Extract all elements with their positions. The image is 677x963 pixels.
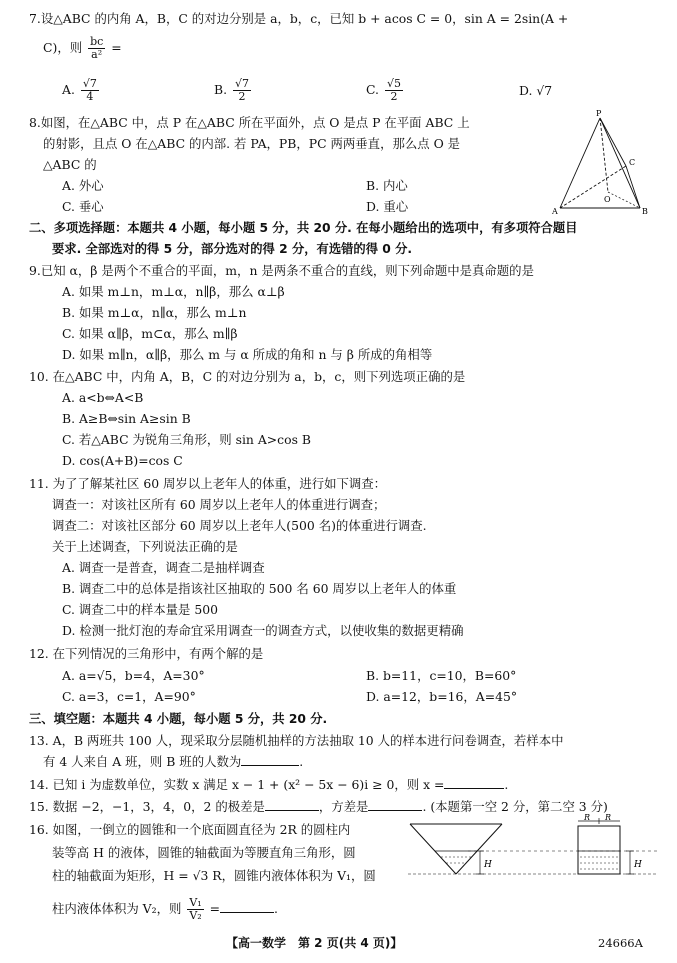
option-label: D. (519, 83, 533, 98)
option-fraction (385, 78, 403, 103)
q12-option-b: B. b=11，c=10，B=60° (366, 668, 517, 683)
q13-line2-text: 有 4 人来自 A 班，则 B 班的人数为 (43, 754, 242, 769)
q16-line3: 柱的轴截面为矩形，H = √3 R，圆锥内液体体积为 V₁，圆 (52, 868, 376, 883)
option-fraction (233, 78, 251, 103)
q15-line (29, 798, 608, 816)
label-o: O (604, 195, 611, 204)
section-2-heading-line1: 二、多项选择题：本题共 4 小题，每小题 5 分，共 20 分. 在每小题给出的选项中，有多项符合题目 (29, 221, 578, 235)
q13-line1: 13. A，B 两班共 100 人，现采取分层随机抽样的方法抽取 10 人的样本进行问卷调查，若样本中 (29, 733, 564, 748)
q7-line1: 7.设△ABC 的内角 A，B，C 的对边分别是 a，b，c，已知 b + acos C = 0，sin A = 2sin(A + (29, 11, 569, 26)
q15-answer-blank-1[interactable] (265, 798, 319, 811)
option-label: C. (366, 82, 379, 97)
section-3-heading: 三、填空题：本题共 4 小题，每小题 5 分，共 20 分. (29, 712, 328, 726)
q16-equals: = (209, 901, 221, 916)
q16-frac-den: V₂ (189, 909, 202, 922)
q7-option-c (366, 78, 405, 103)
q7-equals: = (111, 40, 122, 55)
q14-answer-blank[interactable] (444, 776, 504, 789)
option-value: √7 (536, 83, 553, 98)
q16-frac-num: V₁ (189, 896, 202, 909)
q10-option-c: C. 若△ABC 为锐角三角形，则 sin A>cos B (62, 432, 311, 447)
page-footer-title: 【高一数学 第 2 页(共 4 页)】 (226, 936, 403, 950)
q16-line4-text: 柱内液体体积为 V₂，则 (52, 901, 182, 916)
option-label: A. (62, 82, 75, 97)
q9-stem: 9.已知 α，β 是两个不重合的平面，m，n 是两条不重合的直线，则下列命题中是真命题的是 (29, 263, 534, 278)
q16-period: . (274, 901, 278, 916)
q9-option-c: C. 如果 α∥β，m⊂α，那么 m∥β (62, 326, 238, 341)
label-b: B (642, 207, 648, 216)
q16-cone-cylinder-figure (408, 813, 663, 884)
q13-answer-blank[interactable] (241, 753, 299, 766)
q11-survey-2: 调查二：对该社区部分 60 周岁以上老年人(500 名)的体重进行调查. (52, 518, 427, 533)
cylinder-label-r1: R (584, 813, 591, 822)
q7-option-b (214, 78, 253, 103)
frac-den: 2 (390, 90, 398, 103)
q12-option-d: D. a=12，b=16，A=45° (366, 689, 518, 704)
q7-option-a (62, 78, 101, 103)
q8-line1: 8.如图，在△ABC 中，点 P 在△ABC 所在平面外，点 O 是点 P 在平面 ABC 上 (29, 115, 470, 130)
q8-line3: △ABC 的 (43, 157, 97, 172)
q7-fraction (88, 36, 105, 61)
q15-text: 15. 数据 −2，−1，3，4，0，2 的极差是 (29, 799, 265, 814)
q16-fraction (187, 897, 203, 922)
q9-option-a: A. 如果 m⊥n，m⊥α，n∥β，那么 α⊥β (62, 284, 285, 299)
q13-period: . (299, 754, 304, 769)
q8-option-a: A. 外心 (62, 178, 104, 193)
q12-option-c: C. a=3，c=1，A=90° (62, 689, 196, 704)
q11-option-c: C. 调查二中的样本量是 500 (62, 602, 219, 617)
q15-answer-blank-2[interactable] (368, 798, 422, 811)
q8-option-c: C. 垂心 (62, 199, 104, 214)
q11-survey-1: 调查一：对该社区所有 60 周岁以上老年人的体重进行调查； (52, 497, 386, 512)
label-c: C (629, 158, 636, 167)
cone-label-h: H (484, 860, 492, 870)
q11-stem: 11. 为了了解某社区 60 周岁以上老年人的体重，进行如下调查： (29, 476, 387, 491)
q16-line4 (52, 897, 278, 922)
q12-option-a: A. a=√5，b=4，A=30° (62, 668, 205, 683)
q12-stem: 12. 在下列情况的三角形中，有两个解的是 (29, 646, 264, 661)
q7-line2 (43, 36, 122, 61)
q10-option-d: D. cos(A+B)=cos C (62, 453, 183, 468)
frac-num: √7 (235, 77, 250, 90)
q11-prompt: 关于上述调查，下列说法正确的是 (52, 539, 238, 554)
frac-den: 4 (86, 90, 94, 103)
q8-option-b: B. 内心 (366, 178, 408, 193)
q14-line (29, 776, 508, 794)
q10-option-b: B. A≥B⇔sin A≥sin B (62, 411, 191, 426)
option-label: B. (214, 82, 228, 97)
q16-answer-blank[interactable] (220, 900, 274, 913)
q8-line2: 的射影，且点 O 在△ABC 的内部. 若 PA，PB，PC 两两垂直，那么点 O 是 (43, 136, 461, 151)
label-p: P (596, 109, 602, 118)
label-a: A (552, 207, 558, 216)
q13-line2 (43, 753, 303, 771)
q11-option-a: A. 调查一是普查，调查二是抽样调查 (62, 560, 265, 575)
q7-frac-den: a² (91, 48, 103, 61)
page-footer-code: 24666A (598, 936, 643, 950)
q10-option-a: A. a<b⇔A<B (62, 390, 144, 405)
q16-line1: 16. 如图，一倒立的圆锥和一个底面圆直径为 2R 的圆柱内 (29, 822, 351, 837)
option-fraction (81, 78, 99, 103)
q7-line2-text: C)，则 (43, 40, 83, 55)
q7-frac-num: bc (90, 35, 104, 48)
cylinder-label-h: H (634, 860, 642, 870)
q8-pyramid-figure (550, 108, 660, 218)
q11-option-b: B. 调查二中的总体是指该社区抽取的 500 名 60 周岁以上老年人的体重 (62, 581, 457, 596)
q10-stem: 10. 在△ABC 中，内角 A，B，C 的对边分别为 a，b，c，则下列选项正确的是 (29, 369, 466, 384)
q15-mid-text: ，方差是 (318, 799, 369, 814)
q9-option-d: D. 如果 m∥n，α∥β，那么 m 与 α 所成的角和 n 与 β 所成的角相等 (62, 347, 433, 362)
frac-num: √7 (82, 77, 97, 90)
q9-option-b: B. 如果 m⊥α，n∥α，那么 m⊥n (62, 305, 247, 320)
frac-num: √5 (386, 77, 401, 90)
frac-den: 2 (238, 90, 246, 103)
section-2-heading-line2: 要求. 全部选对的得 5 分，部分选对的得 2 分，有选错的得 0 分. (52, 242, 413, 256)
q7-option-d (519, 82, 552, 100)
q14-text: 14. 已知 i 为虚数单位，实数 x 满足 x − 1 + (x² − 5x − 6)i ≥ 0，则 x = (29, 777, 445, 792)
q14-period: . (504, 777, 509, 792)
q8-option-d: D. 重心 (366, 199, 409, 214)
q11-option-d: D. 检测一批灯泡的寿命宜采用调查一的调查方式，以使收集的数据更精确 (62, 623, 464, 638)
q15-end-text: . (本题第一空 2 分，第二空 3 分) (422, 799, 608, 814)
cylinder-label-r2: R (605, 813, 612, 822)
q16-line2: 装等高 H 的液体，圆锥的轴截面为等腰直角三角形，圆 (52, 845, 356, 860)
